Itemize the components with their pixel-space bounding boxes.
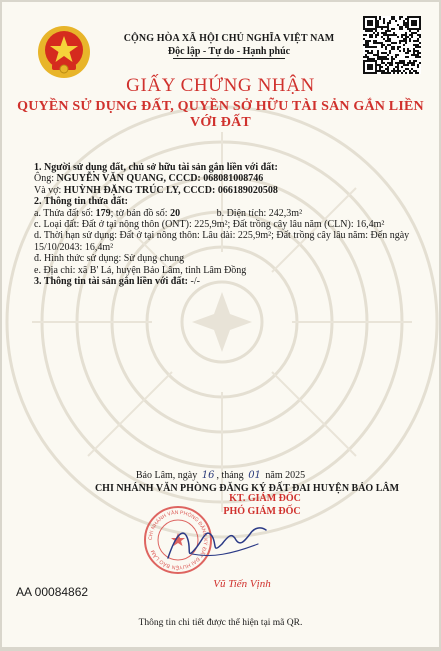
- spouse-line: [34, 185, 414, 196]
- section1-heading: 1. Người sử dụng đất, chủ sở hữu tài sản gắn liền với đất:: [34, 162, 278, 173]
- header: [94, 33, 364, 59]
- certificate-page: [2, 2, 439, 647]
- certificate-subtitle: QUYỀN SỬ DỤNG ĐẤT, QUYỀN SỞ HỮU TÀI SẢN GẮN LIỀN VỚI ĐẤT: [17, 99, 424, 130]
- spouse-value: HUỲNH ĐẶNG TRÚC LY, CCCD: 066189020508: [63, 184, 278, 196]
- address-line: e. Địa chỉ: xã B' Lá, huyện Bảo Lâm, tỉnh Lâm Đồng: [34, 264, 247, 276]
- month-label: tháng: [221, 470, 244, 481]
- serial-number: AA 00084862: [16, 585, 89, 599]
- qr-code-icon[interactable]: [363, 16, 421, 74]
- section3-heading: 3. Thông tin tài sản gắn liền với đất:: [34, 276, 188, 288]
- certificate-title: GIẤY CHỨNG NHẬN: [126, 75, 315, 96]
- signing-day: 16: [201, 470, 215, 481]
- owner-line: [34, 173, 414, 184]
- certificate-body: [34, 162, 414, 287]
- usage-form-line: đ. Hình thức sử dụng: Sử dụng chung: [34, 253, 185, 265]
- issuing-office: CHI NHÁNH VĂN PHÒNG ĐĂNG KÝ ĐẤT ĐAI HUYỆN BẢO LÂM: [94, 483, 400, 494]
- spouse-label: Và vợ:: [34, 184, 64, 196]
- section3-value: -/-: [188, 276, 200, 288]
- kt-director: KT. GIÁM ĐỐC: [229, 493, 301, 504]
- owner-label: Ông:: [34, 173, 57, 185]
- motto-underline: [173, 58, 285, 59]
- parcel-line: [34, 208, 414, 219]
- area-value: b. Diện tích: 242,3m²: [216, 207, 303, 219]
- year-label: năm 2025: [265, 470, 306, 481]
- land-type-line: c. Loại đất: Đất ở tại nông thôn (ONT): 225,9m²; Đất trồng cây lâu năm (CLN): 16,4m²: [34, 219, 385, 231]
- section2-heading: 2. Thông tin thửa đất:: [34, 196, 128, 208]
- deputy-director: PHÓ GIÁM ĐỐC: [223, 506, 301, 517]
- parcel-label: a. Thửa đất số:: [34, 207, 96, 219]
- usage-term-line: d. Thời hạn sử dụng: Đất ở tại nông thôn: Lâu dài: 225,9m²; Đất trồng cây lâu năm: Đến ngày 15/10/2043: 16,4m²: [34, 230, 410, 253]
- sheet-label: ; tờ bản đồ số:: [110, 207, 171, 219]
- stamp-text-path: CHI NHÁNH VĂN PHÒNG ĐĂNG KÝ ĐẤT ĐAI HUYỆN BẢO LÂM: [147, 509, 209, 571]
- signer-name: Vũ Tiến Vịnh: [213, 578, 271, 590]
- signing-month: 01: [248, 470, 261, 481]
- qr-footer-note: Thông tin chi tiết được thể hiện tại mã QR.: [138, 618, 303, 628]
- signature: [162, 514, 272, 569]
- owner-value: NGUYỄN VĂN QUANG, CCCD: 068081008746: [56, 173, 264, 185]
- signing-place: Bảo Lâm, ngày: [135, 470, 198, 481]
- section3-line: [34, 276, 414, 287]
- nation-name: CỘNG HÒA XÃ HỘI CHỦ NGHĨA VIỆT NAM: [123, 33, 335, 44]
- national-emblem-icon: [36, 24, 92, 80]
- parcel-number: 179: [95, 207, 111, 219]
- signing-date: Bảo Lâm, ngày 16 , tháng 01 năm 2025: [135, 470, 306, 481]
- sheet-number: 20: [170, 207, 181, 219]
- national-motto: Độc lập - Tự do - Hạnh phúc: [167, 46, 291, 57]
